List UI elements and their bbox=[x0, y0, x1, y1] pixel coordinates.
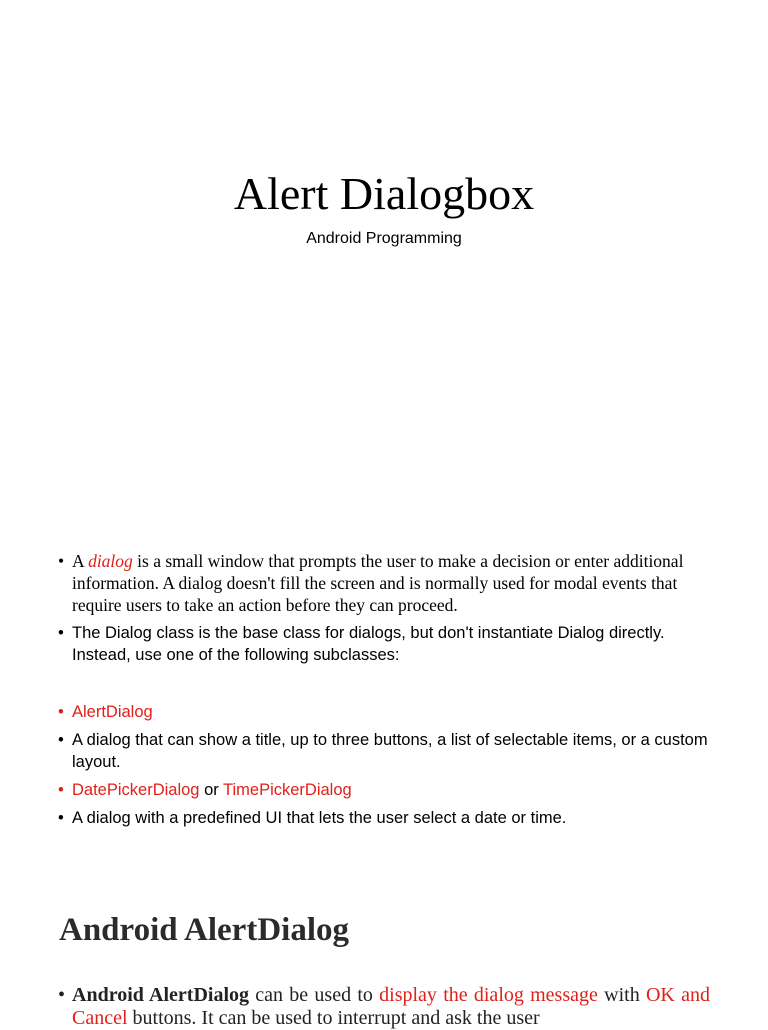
list-item bbox=[58, 622, 710, 666]
bullet-icon: • bbox=[58, 624, 64, 642]
bullet-text: buttons. It can be used to interrupt and ask the user bbox=[127, 1007, 540, 1029]
bullet-text: A dialog with a predefined UI that lets the user select a date or time. bbox=[72, 809, 567, 827]
list-item bbox=[58, 807, 710, 829]
subclass-bullet-list bbox=[58, 701, 710, 835]
dialog-link[interactable]: dialog bbox=[88, 551, 133, 571]
bullet-icon: • bbox=[58, 809, 64, 827]
slide-title: Alert Dialogbox bbox=[233, 168, 535, 219]
intro-bullet-list bbox=[58, 550, 710, 666]
bullet-icon: • bbox=[58, 703, 64, 721]
timepickerdialog-link[interactable]: TimePickerDialog bbox=[223, 781, 352, 799]
highlight-text: OK and Cancel bbox=[72, 984, 710, 1029]
slide-subtitle: Android Programming bbox=[306, 230, 462, 247]
list-item bbox=[58, 779, 710, 801]
bullet-text: A bbox=[72, 551, 89, 571]
bullet-text: or bbox=[199, 781, 224, 799]
bullet-icon: • bbox=[58, 551, 65, 571]
bullet-icon: • bbox=[58, 984, 66, 1006]
alertdialog-bullet-list bbox=[58, 984, 710, 1030]
list-item bbox=[58, 729, 710, 773]
bullet-text: A dialog that can show a title, up to three buttons, a list of selectable items, or a custom layout. bbox=[72, 731, 708, 771]
bullet-icon: • bbox=[58, 781, 64, 799]
bullet-bold-text: Android AlertDialog bbox=[72, 984, 250, 1006]
datepickerdialog-link[interactable]: DatePickerDialog bbox=[72, 781, 200, 799]
list-item bbox=[58, 984, 710, 1030]
section-heading: Android AlertDialog bbox=[59, 912, 349, 948]
alertdialog-link[interactable]: AlertDialog bbox=[72, 703, 153, 721]
bullet-text: The Dialog class is the base class for dialogs, but don't instantiate Dialog directly. Instead, use one of the following subclasses: bbox=[72, 624, 665, 664]
highlight-text: display the dialog message bbox=[379, 984, 598, 1006]
list-item bbox=[58, 701, 710, 723]
bullet-text: can be used to bbox=[249, 984, 380, 1006]
list-item bbox=[58, 550, 710, 616]
bullet-text: is a small window that prompts the user to make a decision or enter additional information. A dialog doesn't fill the screen and is normally used for modal events that require users to take an action before they can proceed. bbox=[72, 551, 684, 615]
bullet-text: with bbox=[597, 984, 646, 1006]
bullet-icon: • bbox=[58, 731, 64, 749]
